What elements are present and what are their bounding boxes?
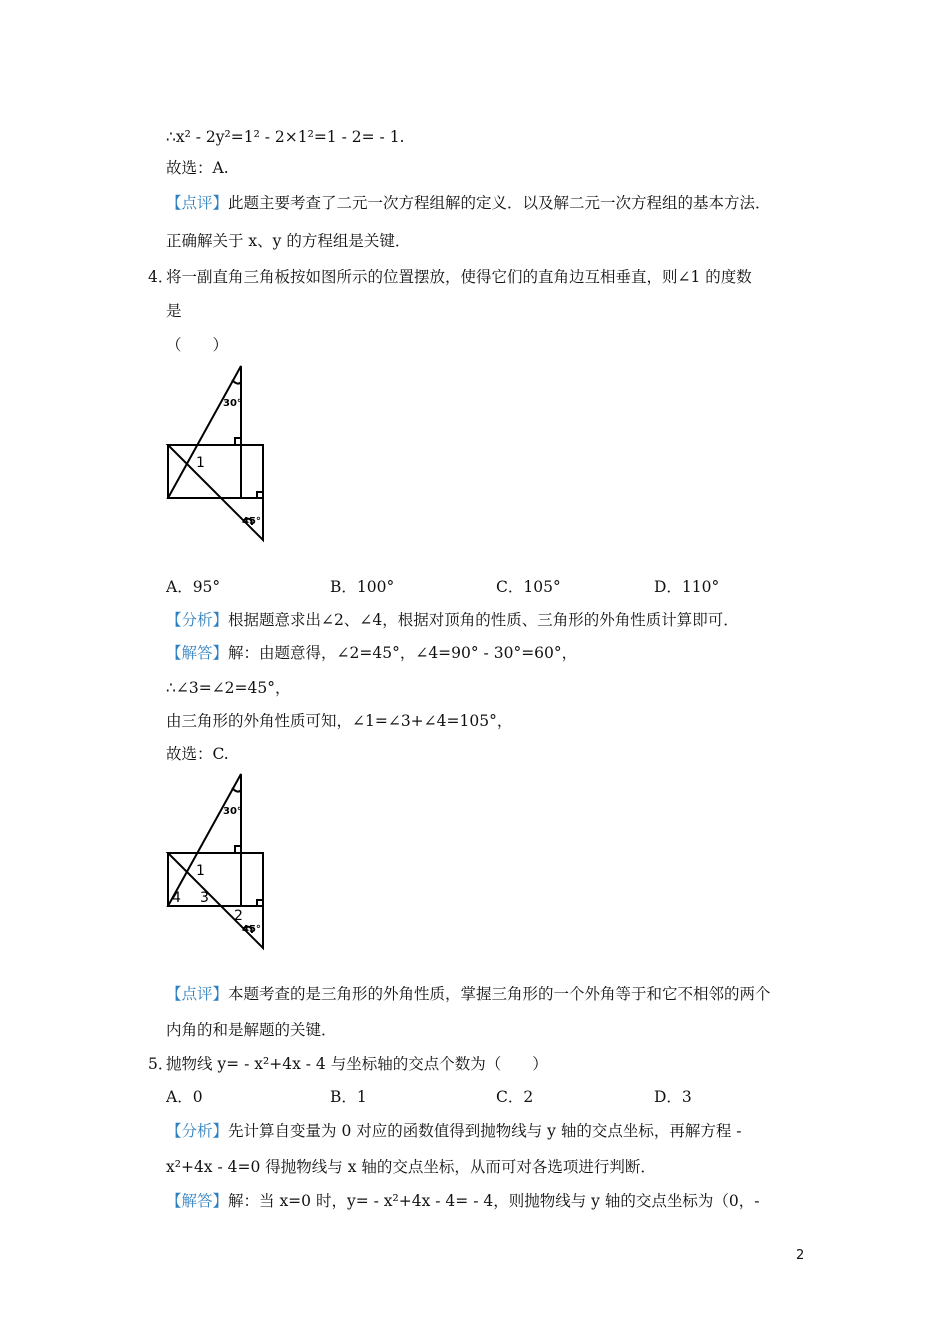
option-b[interactable]: B．1 — [330, 1088, 367, 1106]
review-line — [166, 192, 771, 214]
solution-text: 解：当 x=0 时，y= - x²+4x - 4= - 4，则抛物线与 y 轴的交点坐标为（0，- — [228, 1192, 760, 1210]
analysis-text: 先计算自变量为 0 对应的函数值得到抛物线与 y 轴的交点坐标，再解方程 - — [228, 1122, 742, 1140]
angle-45-label: 45° — [242, 924, 261, 935]
review-text: 此题主要考查了二元一次方程组解的定义．以及解二元一次方程组的基本方法． — [228, 194, 771, 212]
angle-45-label: 45° — [242, 516, 261, 527]
question-stem: 将一副直角三角板按如图所示的位置摆放，使得它们的直角边互相垂直，则∠1 的度数 — [166, 268, 752, 286]
solution-line — [166, 1190, 759, 1212]
review-line — [166, 983, 771, 1005]
analysis-tag: 【分析】 — [166, 1122, 229, 1140]
option-d[interactable]: D．110° — [654, 578, 720, 596]
angle-4-label: 4 — [172, 890, 181, 906]
angle-1-label: 1 — [196, 863, 205, 879]
option-b[interactable]: B．100° — [330, 578, 395, 596]
answer-paren: （ ） — [166, 336, 229, 354]
option-d[interactable]: D．3 — [654, 1088, 692, 1106]
angle-30-label: 30° — [223, 806, 242, 817]
option-a[interactable]: A．0 — [166, 1088, 203, 1106]
triangle-figure-labeled — [160, 768, 280, 958]
solution-line — [166, 642, 577, 664]
analysis-text: 根据题意求出∠2、∠4，根据对顶角的性质、三角形的外角性质计算即可． — [228, 611, 739, 629]
review-tag: 【点评】 — [166, 194, 229, 212]
angle-3-label: 3 — [200, 890, 209, 906]
option-c[interactable]: C．105° — [496, 578, 561, 596]
analysis-line-2: x²+4x - 4=0 得抛物线与 x 轴的交点坐标，从而可对各选项进行判断． — [166, 1158, 656, 1176]
page-number: 2 — [796, 1248, 805, 1263]
question-number: 4． — [148, 268, 174, 286]
angle-1-label: 1 — [196, 455, 205, 471]
angle-2-label: 2 — [234, 908, 243, 924]
analysis-tag: 【分析】 — [166, 611, 229, 629]
option-c[interactable]: C．2 — [496, 1088, 534, 1106]
analysis-line — [166, 1120, 742, 1142]
review-line-2: 正确解关于 x、y 的方程组是关键． — [166, 232, 411, 250]
choice-line: 故选：A. — [166, 159, 229, 177]
review-line-2: 内角的和是解题的关键． — [166, 1021, 337, 1039]
angle-30-label: 30° — [223, 398, 242, 409]
analysis-line — [166, 609, 739, 631]
solution-line-2: ∴∠3=∠2=45°， — [166, 679, 291, 697]
review-tag: 【点评】 — [166, 985, 229, 1003]
solution-line-4: 故选：C. — [166, 745, 229, 763]
review-text: 本题考查的是三角形的外角性质，掌握三角形的一个外角等于和它不相邻的两个 — [228, 985, 771, 1003]
equation-line: ∴x² - 2y²=1² - 2×1²=1 - 2= - 1. — [166, 128, 405, 146]
solution-line-3: 由三角形的外角性质可知，∠1=∠3+∠4=105°， — [166, 712, 513, 730]
question-stem-2: 是 — [166, 302, 182, 320]
triangle-figure — [160, 360, 280, 550]
solution-tag: 【解答】 — [166, 1192, 229, 1210]
solution-tag: 【解答】 — [166, 644, 229, 662]
solution-text: 解：由题意得，∠2=45°，∠4=90° - 30°=60°， — [228, 644, 578, 662]
question-stem: 抛物线 y= - x²+4x - 4 与坐标轴的交点个数为（ ） — [166, 1055, 548, 1073]
question-number: 5． — [148, 1055, 174, 1073]
option-a[interactable]: A．95° — [166, 578, 221, 596]
